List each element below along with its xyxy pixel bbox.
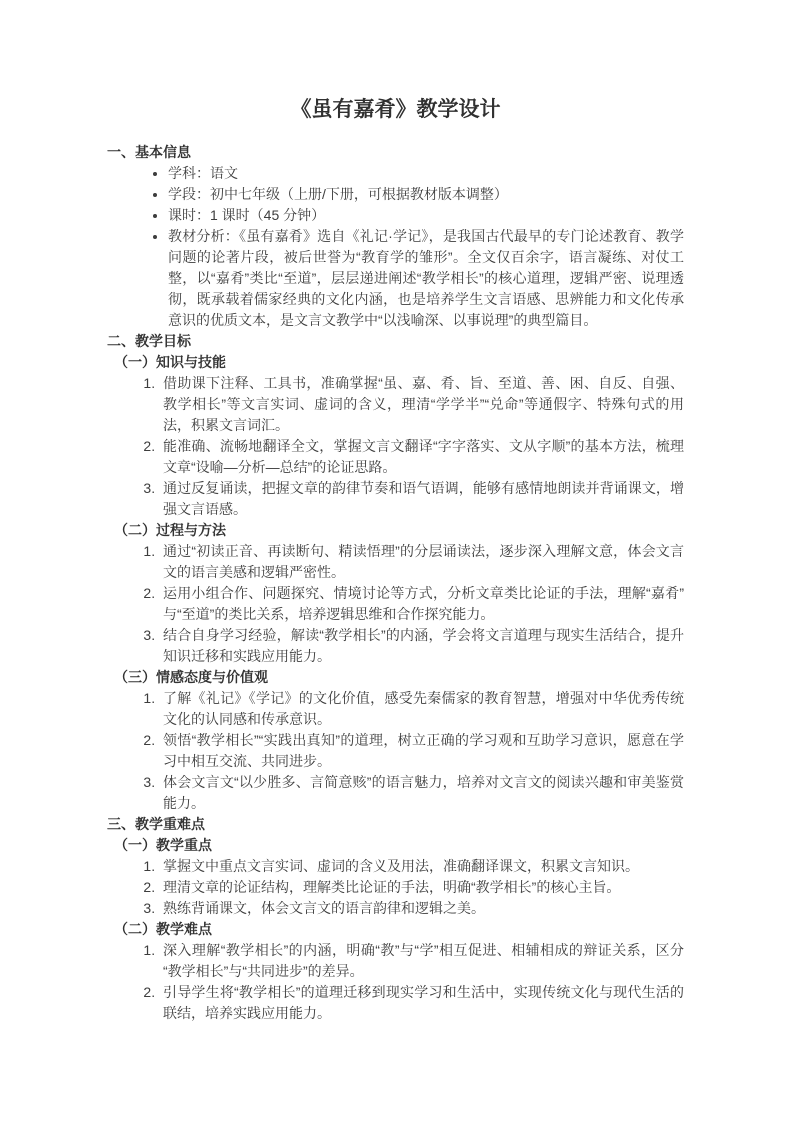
list-item: 2. 理清文章的论证结构，理解类比论证的手法，明确“教学相长”的核心主旨。 <box>159 877 684 898</box>
list-item: 1. 了解《礼记》《学记》的文化价值，感受先秦儒家的教育智慧，增强对中华优秀传统文化的认同感和传承意识。 <box>159 688 684 730</box>
list-item: 1. 掌握文中重点文言实词、虚词的含义及用法，准确翻译课文，积累文言知识。 <box>159 856 684 877</box>
section-heading-objectives: 二、教学目标 <box>107 333 191 349</box>
subsection-heading-process-methods: （二）过程与方法 <box>114 522 226 538</box>
teaching-focus-list <box>107 856 684 919</box>
list-item: 3. 熟练背诵课文，体会文言文的语言韵律和逻辑之美。 <box>159 898 684 919</box>
subsection-heading-emotion-values: （三）情感态度与价值观 <box>114 669 268 685</box>
section-objectives <box>107 331 684 814</box>
list-item: 2. 运用小组合作、问题探究、情境讨论等方式，分析文章类比论证的手法，理解“嘉肴”与“至道”的类比关系，培养逻辑思维和合作探究能力。 <box>159 583 684 625</box>
subsection-heading-knowledge-skills: （一）知识与技能 <box>114 354 226 370</box>
process-methods-list <box>107 541 684 667</box>
list-item: 1. 通过“初读正音、再读断句、精读悟理”的分层诵读法，逐步深入理解文意，体会文言文的语言美感和逻辑严密性。 <box>159 541 684 583</box>
list-item: 1. 深入理解“教学相长”的内涵，明确“教”与“学”相互促进、相辅相成的辩证关系，区分“教学相长”与“共同进步”的差异。 <box>159 940 684 982</box>
section-heading-key-points: 三、教学重难点 <box>107 816 205 832</box>
list-item-duration: • 课时：1 课时（45 分钟） <box>168 205 684 226</box>
emotion-values-list <box>107 688 684 814</box>
subsection-heading-teaching-focus: （一）教学重点 <box>114 837 212 853</box>
list-item: 2. 领悟“教学相长”“实践出真知”的道理，树立正确的学习观和互助学习意识，愿意在学习中相互交流、共同进步。 <box>159 730 684 772</box>
basic-info-list <box>107 163 684 331</box>
list-item: 3. 结合自身学习经验，解读“教学相长”的内涵，学会将文言道理与现实生活结合，提升知识迁移和实践应用能力。 <box>159 625 684 667</box>
section-heading-basic-info: 一、基本信息 <box>107 144 191 160</box>
list-item-grade: • 学段：初中七年级（上册/下册，可根据教材版本调整） <box>168 184 684 205</box>
list-item: 2. 能准确、流畅地翻译全文，掌握文言文翻译“字字落实、文从字顺”的基本方法，梳理文章“设喻—分析—总结”的论证思路。 <box>159 436 684 478</box>
list-item-material-analysis: • 教材分析：《虽有嘉肴》选自《礼记·学记》，是我国古代最早的专门论述教育、教学问题的论著片段，被后世誉为“教育学的雏形”。全文仅百余字，语言凝练、对仗工整，以“嘉肴”类比“至道”，层层递进阐述“教学相长”的核心道理，逻辑严密、说理透彻，既承载着儒家经典的文化内涵，也是培养学生文言语感、思辨能力和文化传承意识的优质文本，是文言文教学中“以浅喻深、以事说理”的典型篇目。 <box>168 226 684 331</box>
list-item: 2. 引导学生将“教学相长”的道理迁移到现实学习和生活中，实现传统文化与现代生活的联结，培养实践应用能力。 <box>159 982 684 1024</box>
list-item-subject: • 学科：语文 <box>168 163 684 184</box>
subsection-heading-teaching-difficulty: （二）教学难点 <box>114 921 212 937</box>
section-basic-info <box>107 142 684 331</box>
list-item: 1. 借助课下注释、工具书，准确掌握“虽、嘉、肴、旨、至道、善、困、自反、自强、教学相长”等文言实词、虚词的含义，理清“学学半”“兑命”等通假字、特殊句式的用法，积累文言词汇。 <box>159 373 684 436</box>
teaching-difficulty-list <box>107 940 684 1024</box>
document-title: 《虽有嘉肴》教学设计 <box>290 98 501 121</box>
section-key-points <box>107 814 684 1024</box>
list-item: 3. 体会文言文“以少胜多、言简意赅”的语言魅力，培养对文言文的阅读兴趣和审美鉴赏能力。 <box>159 772 684 814</box>
knowledge-skills-list <box>107 373 684 520</box>
list-item: 3. 通过反复诵读，把握文章的韵律节奏和语气语调，能够有感情地朗读并背诵课文，增强文言语感。 <box>159 478 684 520</box>
